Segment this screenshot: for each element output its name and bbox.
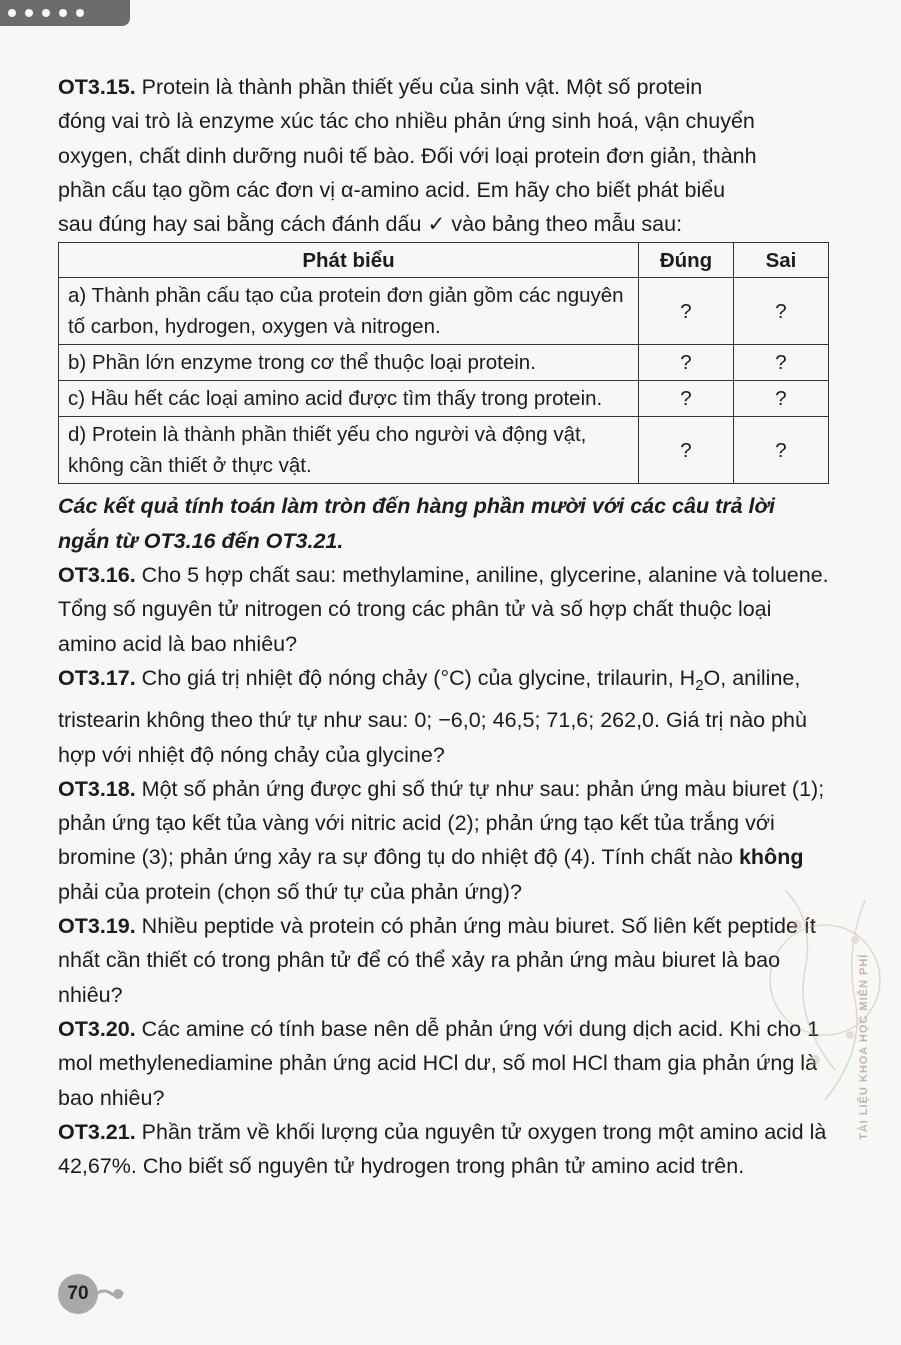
table-row	[59, 278, 829, 345]
question-ot3-21: OT3.21. Phần trăm về khối lượng của nguyên tử oxygen trong một amino acid là 42,67%. Cho biết số nguyên tử hydrogen trong phân tử amino acid trên.	[58, 1119, 827, 1179]
question-line: OT3.15. Protein là thành phần thiết yếu của sinh vật. Một số protein	[58, 75, 703, 99]
header-statement: Phát biểu	[59, 243, 639, 278]
emphasis: không	[738, 845, 804, 870]
true-cell: ?	[639, 417, 734, 484]
question-ot3-17: OT3.17. Cho giá trị nhiệt độ nóng chảy (°C) của glycine, trilaurin, $H_2O$, aniline, tristearin không theo thứ tự như sau: 0; −6,0; 46,5; 71,6; 262,0. Giá trị nào phù hợp với nhiệt độ nóng chảy của glycine?	[58, 665, 807, 767]
question-id: OT3.15.	[58, 75, 136, 99]
question-id: OT3.21.	[58, 1119, 136, 1144]
page-content	[58, 70, 830, 1183]
question-line: phần cấu tạo gồm các đơn vị α-amino acid. Em hãy cho biết phát biểu	[58, 177, 726, 202]
header-false: Sai	[734, 243, 829, 278]
question-id: OT3.20.	[58, 1016, 136, 1041]
question-id: OT3.17.	[58, 665, 136, 690]
dot-icon	[8, 9, 16, 17]
question-ot3-16: OT3.16. Cho 5 hợp chất sau: methylamine, aniline, glycerine, alanine và toluene. Tổng số nguyên tử nitrogen có trong các phân tử và số hợp chất thuộc loại amino acid là bao nhiêu?	[58, 563, 829, 656]
page-number: 70	[58, 1274, 98, 1314]
true-cell: ?	[639, 381, 734, 417]
true-false-table	[58, 242, 829, 484]
false-cell: ?	[734, 417, 829, 484]
question-line: sau đúng hay sai bằng cách đánh dấu ✓ vào bảng theo mẫu sau:	[58, 212, 683, 237]
question-ot3-20: OT3.20. Các amine có tính base nên dễ phản ứng với dung dịch acid. Khi cho 1 mol methylenediamine phản ứng acid HCl dư, số mol HCl tham gia phản ứng là bao nhiêu?	[58, 1016, 820, 1110]
dot-icon	[25, 9, 33, 17]
question-id: OT3.16.	[58, 563, 136, 588]
dot-icon	[59, 9, 67, 17]
question-ot3-19: OT3.19. Nhiều peptide và protein có phản ứng màu biuret. Số liên kết peptide ít nhất cần thiết có trong phân tử để có thể xảy ra phản ứng màu biuret là bao nhiêu?	[58, 914, 816, 1007]
subscript: 2	[695, 676, 704, 694]
header-decoration	[0, 0, 130, 26]
dot-icon	[42, 9, 50, 17]
false-cell: ?	[734, 381, 829, 417]
false-cell: ?	[734, 278, 829, 345]
question-ot3-18: OT3.18. Một số phản ứng được ghi số thứ tự như sau: phản ứng màu biuret (1); phản ứng tạo kết tủa vàng với nitric acid (2); phản ứng tạo kết tủa trắng với bromine (3); phản ứng xảy ra sự đông tụ do nhiệt độ (4). Tính chất nào không phải của protein (chọn số thứ tự của phản ứng)?	[58, 776, 825, 904]
statement-cell: a) Thành phần cấu tạo của protein đơn giản gồm các nguyên tố carbon, hydrogen, oxygen và nitrogen.	[59, 278, 639, 345]
question-ot3-15	[58, 70, 830, 241]
page-number-tail-icon	[96, 1286, 124, 1302]
instruction-note: Các kết quả tính toán làm tròn đến hàng phần mười với các câu trả lời ngắn từ OT3.16 đến OT3.21.	[58, 494, 775, 553]
true-cell: ?	[639, 278, 734, 345]
question-id: OT3.19.	[58, 914, 136, 939]
question-line: đóng vai trò là enzyme xúc tác cho nhiều phản ứng sinh hoá, vận chuyển	[58, 109, 755, 134]
question-line: oxygen, chất dinh dưỡng nuôi tế bào. Đối với loại protein đơn giản, thành	[58, 143, 757, 168]
statement-cell: c) Hầu hết các loại amino acid được tìm thấy trong protein.	[59, 381, 639, 417]
true-cell: ?	[639, 345, 734, 381]
table-row	[59, 417, 829, 484]
header-true: Đúng	[639, 243, 734, 278]
statement-cell: b) Phần lớn enzyme trong cơ thể thuộc loại protein.	[59, 345, 639, 381]
statement-cell: d) Protein là thành phần thiết yếu cho người và động vật, không cần thiết ở thực vật.	[59, 417, 639, 484]
table-row	[59, 381, 829, 417]
table-row	[59, 345, 829, 381]
false-cell: ?	[734, 345, 829, 381]
question-id: OT3.18.	[58, 776, 136, 801]
dot-icon	[76, 9, 84, 17]
watermark-text: TÀI LIỆU KHOA HỌC MIỄN PHÍ	[858, 953, 870, 1140]
